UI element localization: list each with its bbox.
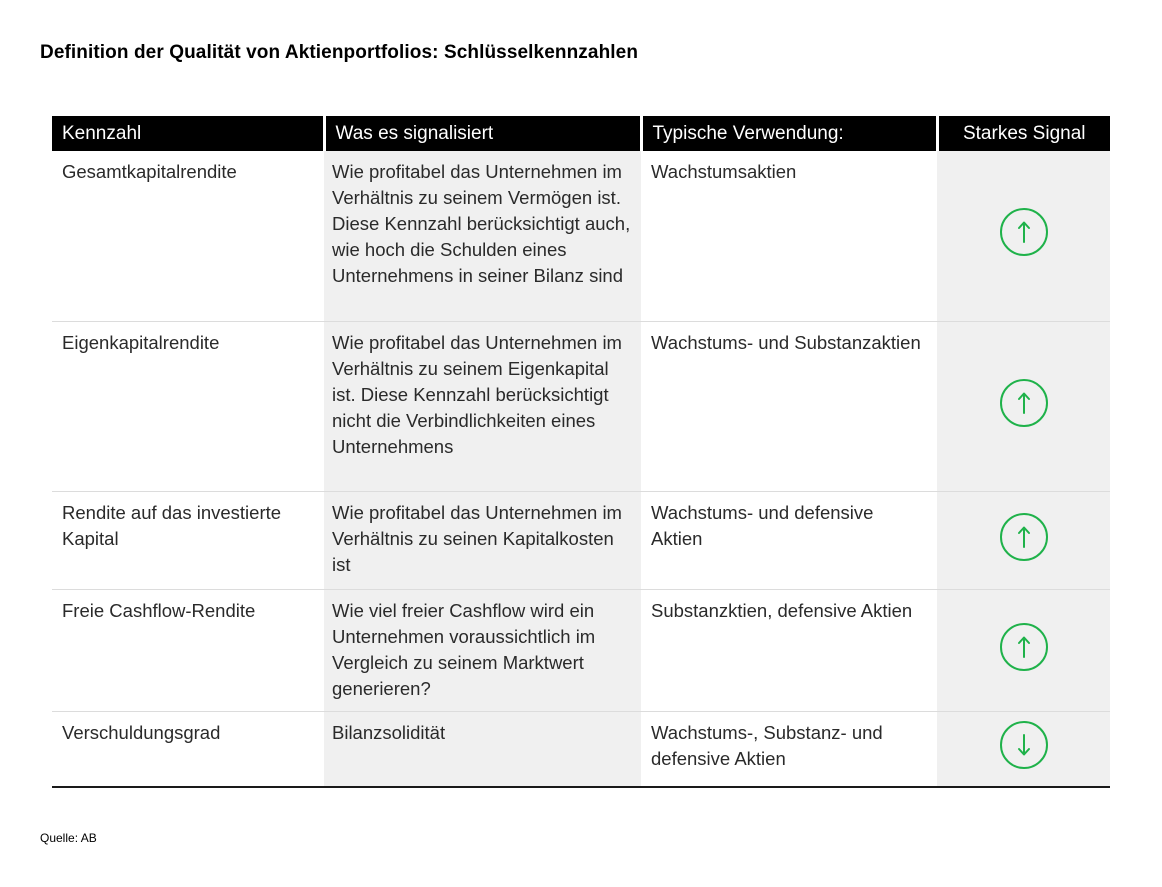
signal-cell: Bilanzsolidität (324, 711, 641, 787)
source-note: Quelle: AB (40, 831, 97, 845)
metric-cell: Freie Cashflow-Rendite (52, 589, 324, 711)
metric-cell: Verschuldungsgrad (52, 711, 324, 787)
signal-cell: Wie profitabel das Unternehmen im Verhältnis zu seinem Eigenkapital ist. Diese Kennzahl berücksichtigt nicht die Verbindlichkeiten eines Unternehmens (324, 321, 641, 491)
page-title: Definition der Qualität von Aktienportfolios: Schlüsselkennzahlen (40, 42, 639, 63)
signal-cell: Wie profitabel das Unternehmen im Verhältnis zu seinem Vermögen ist. Diese Kennzahl berücksichtigt auch, wie hoch die Schulden eines Unternehmens in seiner Bilanz sind (324, 151, 641, 321)
metric-cell: Rendite auf das investierte Kapital (52, 491, 324, 589)
metric-cell: Gesamtkapitalrendite (52, 151, 324, 321)
table-row (52, 589, 1110, 711)
strong-signal-cell (937, 589, 1110, 711)
usage-cell: Wachstums- und defensive Aktien (641, 491, 937, 589)
header-metric: Kennzahl (52, 116, 324, 151)
header-usage: Typische Verwendung: (641, 116, 937, 151)
table-row (52, 151, 1110, 321)
signal-cell: Wie profitabel das Unternehmen im Verhältnis zu seinen Kapitalkosten ist (324, 491, 641, 589)
header-strong-signal: Starkes Signal (937, 116, 1110, 151)
table-row (52, 491, 1110, 589)
strong-signal-cell (937, 491, 1110, 589)
table-header-row (52, 116, 1110, 151)
metrics-table (52, 116, 1110, 788)
strong-signal-cell (937, 711, 1110, 787)
table-row (52, 321, 1110, 491)
usage-cell: Wachstums-, Substanz- und defensive Aktien (641, 711, 937, 787)
table-row (52, 711, 1110, 787)
usage-cell: Wachstums- und Substanzaktien (641, 321, 937, 491)
header-signal: Was es signalisiert (324, 116, 641, 151)
signal-cell: Wie viel freier Cashflow wird ein Unternehmen voraussichtlich im Vergleich zu seinem Marktwert generieren? (324, 589, 641, 711)
arrow-up-icon (1000, 623, 1048, 671)
strong-signal-cell (937, 151, 1110, 321)
arrow-up-icon (1000, 208, 1048, 256)
usage-cell: Wachstumsaktien (641, 151, 937, 321)
metric-cell: Eigenkapitalrendite (52, 321, 324, 491)
arrow-down-icon (1000, 721, 1048, 769)
arrow-up-icon (1000, 379, 1048, 427)
strong-signal-cell (937, 321, 1110, 491)
usage-cell: Substanzktien, defensive Aktien (641, 589, 937, 711)
arrow-up-icon (1000, 513, 1048, 561)
